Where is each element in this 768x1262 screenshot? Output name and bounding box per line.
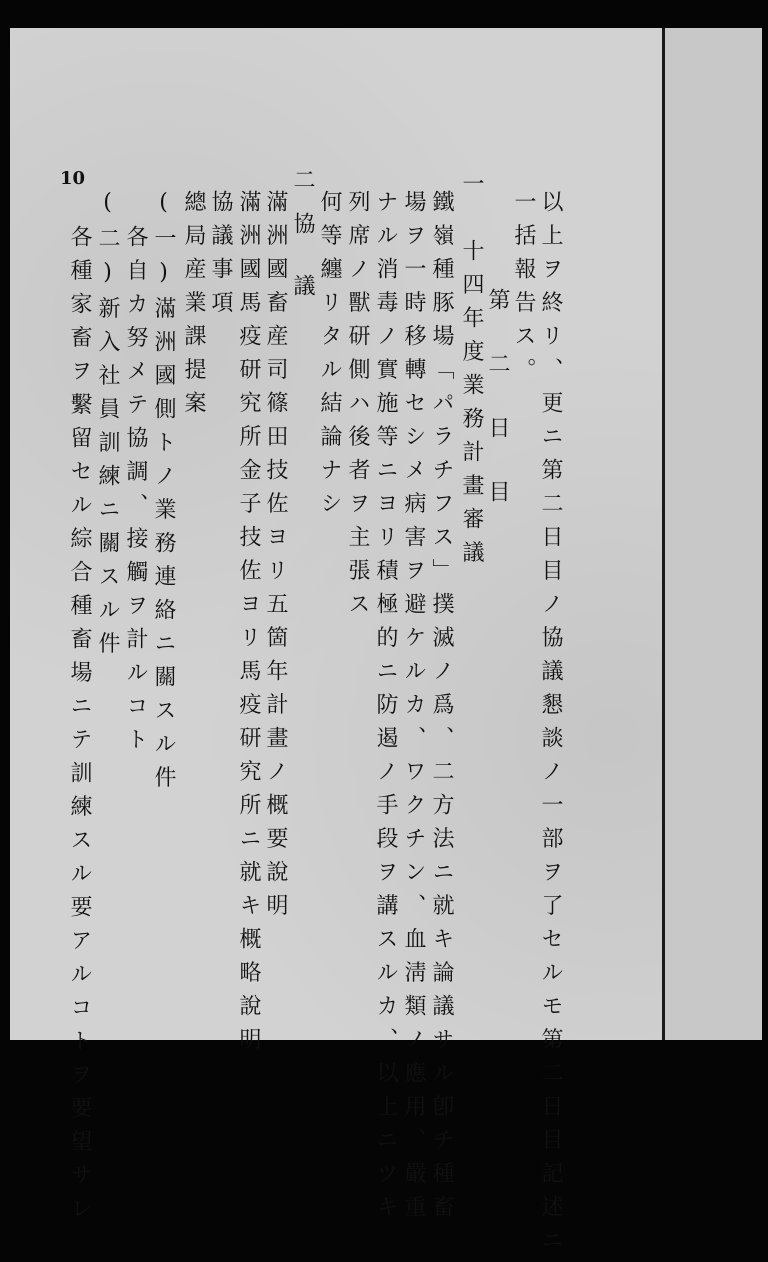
text-column-13: 滿洲國馬疫研究所金子技佐ヨリ馬疫研究所ニ就キ概略說明 bbox=[236, 190, 261, 1061]
text-column-10: 協議 bbox=[290, 212, 315, 336]
text-column-11: 二 bbox=[290, 168, 315, 202]
text-column-18: (二)新入社員訓練ニ關スル件 bbox=[95, 190, 120, 665]
text-column-17: 各自カ努メテ協調、接觸ヲ計ルコト bbox=[123, 225, 148, 761]
text-column-3: 第二日目 bbox=[485, 288, 510, 544]
text-column-12: 滿洲國畜産司篠田技佐ヨリ五箇年計畫ノ概要說明 bbox=[263, 190, 288, 927]
text-column-14: 協議事項 bbox=[208, 190, 233, 324]
adjacent-page-strip bbox=[665, 28, 762, 1040]
text-column-1: 以上ヲ終リ、更ニ第二日目ノ協議懇談ノ一部ヲ了セルモ第二日目記述ニ bbox=[538, 190, 563, 1262]
text-column-4: 一 十四年度業務計畫審議 bbox=[459, 172, 484, 574]
page-number: 10 bbox=[60, 168, 86, 189]
text-column-19: 各種家畜ヲ繫留セル綜合種畜場ニテ訓練スル要アルコトヲ要望サレ bbox=[67, 225, 92, 1230]
text-column-6: 場ヲ一時移轉セシメ病害ヲ避ケルカ、ワクチン、血淸類ノ應用、嚴重 bbox=[401, 190, 426, 1229]
text-column-5: 鐵嶺種豚場「パラチフス」撲滅ノ爲、二方法ニ就キ論議サル卽チ種畜 bbox=[429, 190, 454, 1229]
text-column-8: 列席ノ獸研側ハ後者ヲ主張ス bbox=[345, 190, 370, 626]
text-column-9: 何等纏リタル結論ナシ bbox=[317, 190, 342, 525]
text-column-2: 一括報告ス。 bbox=[511, 190, 536, 391]
text-column-15: 總局産業課提案 bbox=[181, 190, 206, 425]
text-column-16: (一)滿洲國側トノ業務連絡ニ關スル件 bbox=[151, 190, 176, 799]
text-column-7: ナル消毒ノ實施等ニヨリ積極的ニ防遏ノ手段ヲ講スルカ、以上ニツキ bbox=[373, 190, 398, 1229]
